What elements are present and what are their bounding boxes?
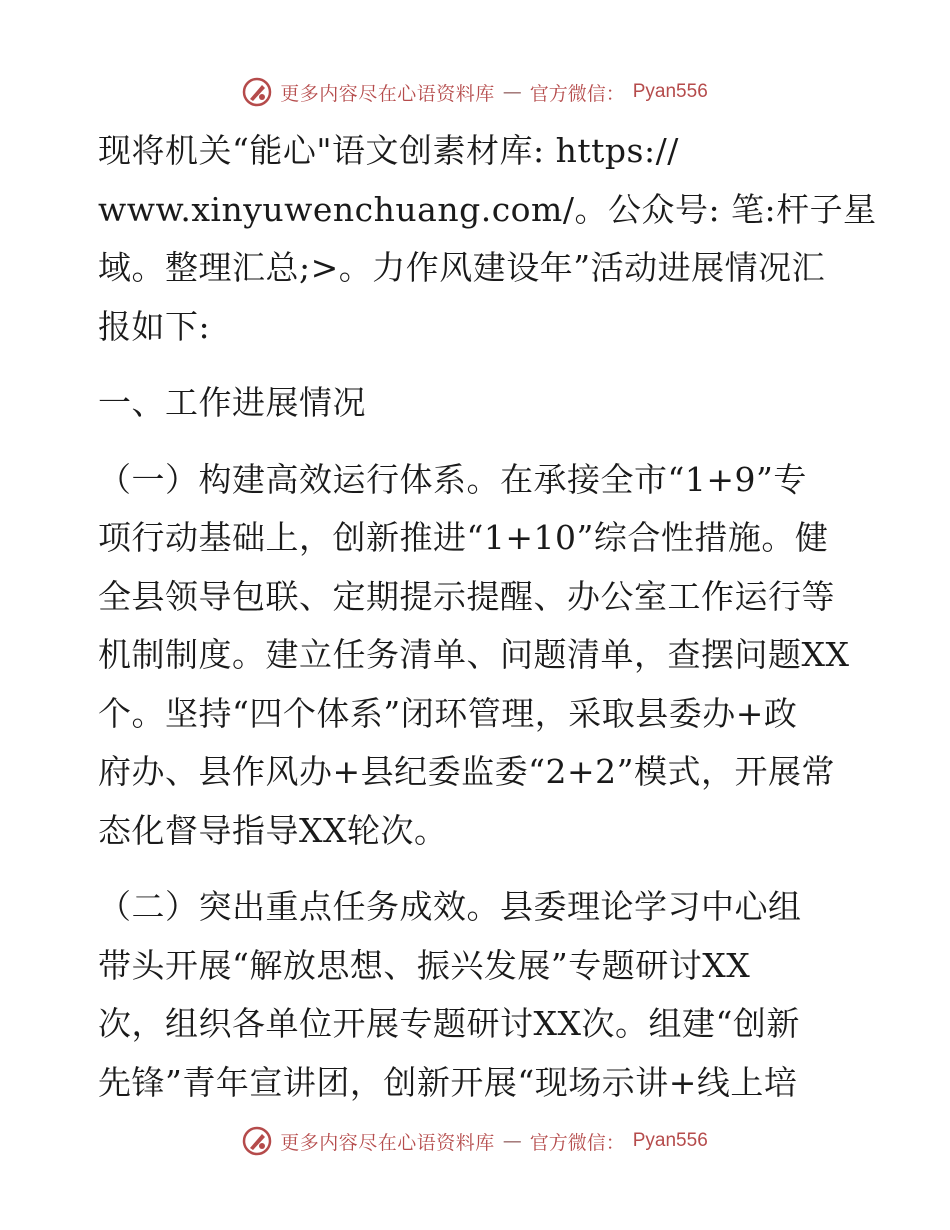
pen-logo-icon: [242, 1126, 272, 1156]
pen-logo-icon: [242, 77, 272, 107]
text-line: （二）突出重点任务成效。县委理论学习中心组: [98, 887, 802, 926]
text-line: 先锋”青年宣讲团，创新开展“现场示讲+线上培: [98, 1062, 798, 1102]
text-line: 府办、县作风办+县纪委监委“2+2”模式，开展常: [98, 752, 836, 791]
header-watermark: [0, 72, 950, 112]
text-line: （一）构建高效运行体系。在承接全市“1+9”专: [98, 459, 807, 499]
text-line: 现将机关“能心"语文创素材库: https://: [98, 131, 679, 170]
watermark-separator: —: [502, 1130, 522, 1152]
section-heading: [98, 374, 858, 433]
wechat-id: Pyan556: [632, 1130, 708, 1151]
text-line: 全县领导包联、定期提示提醒、办公室工作运行等: [98, 576, 835, 616]
text-line: www.xinyuwenchuang.com/。公众号: 笔:杆子星: [98, 189, 877, 229]
text-line: 个。坚持“四个体系”闭环管理，采取县委办+政: [98, 693, 798, 733]
paragraph-two: [98, 878, 858, 1112]
text-line: 报如下:: [98, 306, 211, 346]
wechat-label: 官方微信：: [529, 1131, 625, 1154]
text-line: 域。整理汇总;>。力作风建设年”活动进展情况汇: [98, 248, 826, 287]
watermark-text: 更多内容尽在心语资料库: [280, 82, 495, 105]
wechat-id: Pyan556: [632, 81, 708, 102]
watermark-separator: —: [502, 81, 522, 103]
document-body: [98, 122, 877, 1112]
text-line: 态化督导指导XX轮次。: [98, 810, 448, 850]
paragraph-one: [98, 451, 858, 861]
text-line: 项行动基础上，创新推进“1+10”综合性措施。健: [98, 518, 829, 557]
intro-paragraph: [98, 122, 877, 356]
text-line: 带头开展“解放思想、振兴发展”专题研讨XX: [98, 945, 751, 985]
wechat-label: 官方微信：: [529, 82, 625, 105]
section-heading-text: 一、工作进展情况: [98, 383, 366, 422]
text-line: 机制制度。建立任务清单、问题清单，查摆问题XX: [98, 635, 850, 674]
watermark-text: 更多内容尽在心语资料库: [280, 1131, 495, 1154]
footer-watermark: [0, 1121, 950, 1161]
text-line: 次，组织各单位开展专题研讨XX次。组建“创新: [98, 1004, 800, 1043]
